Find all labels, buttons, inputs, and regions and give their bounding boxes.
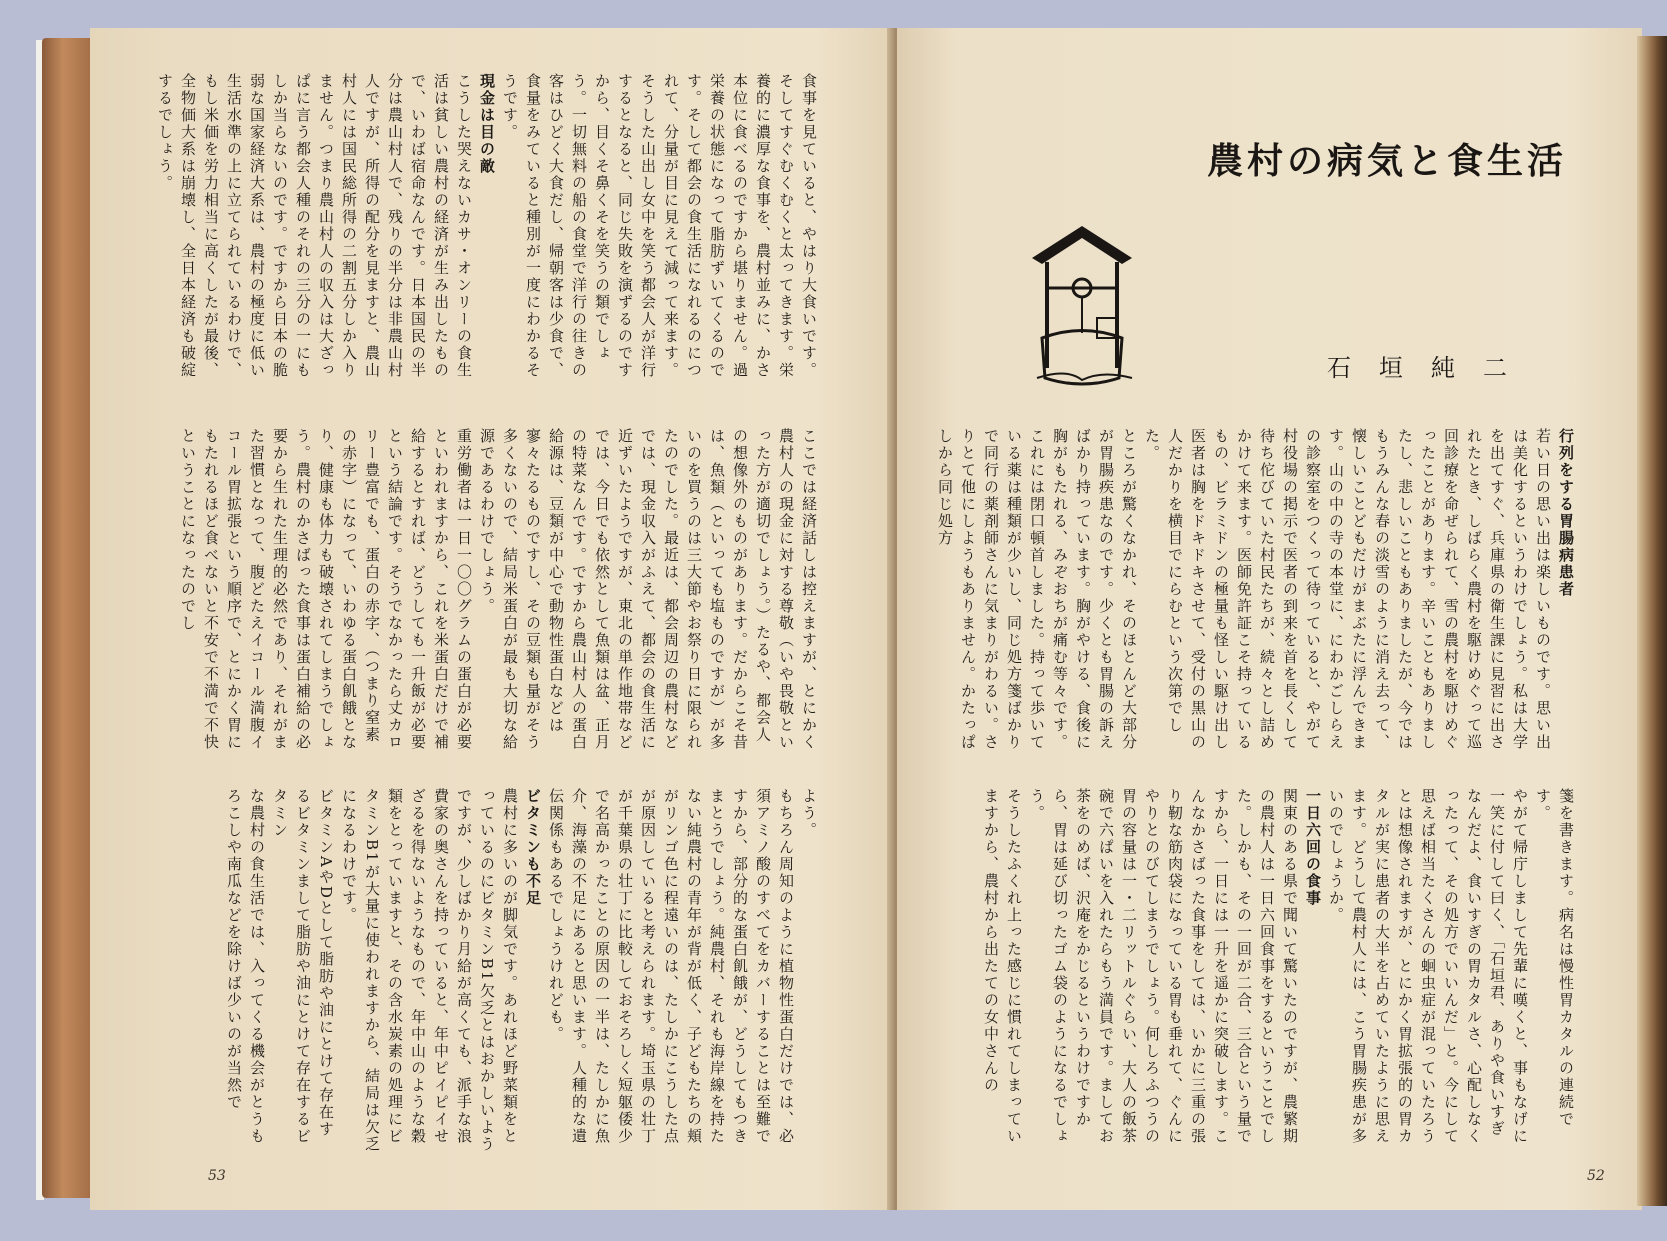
left-middle-paragraph-1: ここでは経済話しは控えますが、とにかく農村人の現金に対する尊敬（いや畏敬といった方が適切でしょう。）たるや、都会人の想像外のものがあります。だからこそ昔は、魚類（といっても塩ものですが）が多いのを買うのは三大節やお祭り日に限られたのでした。最近は、都会周辺の農村などでは、現金収入がふえて、都会の食生活に近ずいたようですが、東北の単作地帯などでは、今日でも依然として魚類は盆、正月の特菜なんです。ですから農山村人の蛋白給源は、豆類が中心で動物性蛋白などは寥々たるものですし、その豆類も量がそう多くないので、結局米蛋白が最も大切な給源であるわけでしょう。	[478, 428, 818, 751]
section-heading-six-meals: 一日六回の食事	[1304, 788, 1322, 907]
article-title: 農村の病気と食生活	[1207, 141, 1568, 182]
article-author: 石垣純二	[1327, 354, 1535, 382]
left-top-paragraph-2: こうした哭えないカサ・オンリーの食生活は貧しい農村の経済が生み出したもので、いわば宿命なんです。日本国民の半分は農山村人で、残りの半分は非農山村人ですが、所得の配分を見ますと、農山村人には国民総所得の二割五分しか入りません。つまり農山村人の収入は大ざっぱに言う都会人種のそれの三分の一にもしか当らないのです。ですから日本の脆弱な国家経済大系は、農村の極度に低い生活水準の上に立てられているわけで、もし米価を労力相当に高くしたが最後、全物価大系は崩壊し、全日本経済も破綻するでしょう。	[156, 73, 473, 379]
right-top-paragraph-2: ところが驚くなかれ、そのほとんど大部分が胃腸疾患なのです。少くとも胃腸の訴えばかり持っています。胸がやける、食後に胸がもたれる、みぞおちが痛む等々です。これには閉口頓首しました。持って歩いている薬は種類が少いし、同じ処方箋ばかりで同行の薬剤師さんに気まりがわるい。さりとて他にしようもありません。かたっぱしから同じ処方	[936, 428, 1138, 751]
section-heading-patients: 行列をする胃腸病患者	[1557, 428, 1575, 598]
left-bottom-paragraph-2: もちろん周知のように植物性蛋白だけでは、必須アミノ酸のすべてをカバーすることは至難ですから、部分的な蛋白飢餓が、どうしてもつきまとうでしょう。純農村、それも海岸線を持たない純農村の青年が背が低く、子どもたちの頬がリンゴ色に程遠いのは、たしかにこうした点が原因していると考えられます。埼玉県の壮丁が千葉県の壮丁に比較しておそろしく短躯倭少で名高かったことの原因の一半は、たしかに魚介、海藻の不足にあると思います。人種的な遺伝関係もあるでしょうけれども。	[547, 788, 795, 1145]
right-bottom-paragraph-3: 関東のある県で聞いて驚いたのですが、農繁期の農村人は一日六回食事をするということでした。しかも、その一回が二合、三合という量ですから、一日には一升を遥かに突破します。こんなかさばった食事をしては、いかに三重の張り靭な筋肉袋になっている胃も垂れて、ぐんにやりとのびてしまうでしょう。何しろふつうの胃の容量は一・二リットルぐらい、大人の飯茶碗で六ぱいを入れたらもう満員です。ましてお茶をのめば、沢庵をかじるというわけですから、胃は延び切ったゴム袋のようになるでしょう。	[1028, 788, 1299, 1145]
left-bottom-paragraph-4: ビタミンAやDとして脂肪や油にとけて存在するビタミンまして脂肪や油にとけて存在するビタミン	[271, 788, 335, 1145]
book-page-edges-right	[1637, 36, 1667, 1206]
page-number-right: 52	[1587, 1168, 1605, 1184]
left-middle-paragraph-2: 重労働者は一日一〇〇グラムの蛋白が必要といわれますから、これを米蛋白だけで補給するとすれば、どうしても一升飯が必要という結論です。そうでなかったら丈カロリー豊富でも、蛋白の赤字、（つまり窒素の赤字）になって、いわゆる蛋白飢餓となり、健康も体力も破壊されてしまうでしょう。農村のかさばった食事は蛋白補給の必要から生れた生理的必然であり、それがまた習慣となって、腹どたえイコール満腹イコール胃拡張という順序で、とにかく胃にもたれるほど食べないと不安で不満で不快ということになったのでし	[179, 428, 473, 751]
left-bottom-text-block	[170, 788, 820, 1153]
left-top-paragraph-1: 食事を見ていると、やはり大食いです。そしてすぐむくむくと太ってきます。栄養的に濃厚な食事を、農村並みに、かさ本位に食べるのですから堪りません。過栄養の状態になって脂肪ずいてくるのです。そして都会の食生活になれるのにつれて、分量が目に見えて減って来ます。そうした山出し女中を笑う都会人が洋行するとなると、同じ失敗を演ずるのですから、目くそ鼻くそを笑うの類でしょう。一切無料の船の食堂で洋行の往きの客はひどく大食だし、帰朝客は少食で、食量をみていると種別が一度にわかるそうです。	[501, 73, 818, 379]
left-bottom-paragraph-3: 農村に多いのが脚気です。あれほど野菜類をとっているのにビタミンB1欠乏とはおかしいようですが、少しばかり月給が高くても、派手な浪費家の奥さんを持っていると、年中ピイピイせざるを得ないようなもので、年中山のような穀類をとっていますと、その含水炭素の処理にビタミンB1が大量に使われますから、結局は欠乏になるわけです。	[340, 788, 519, 1153]
right-top-paragraph-1: 若い日の思い出は楽しいものです。思い出は美化するというわけでしょう。私は大学を出てすぐ、兵庫県の衛生課に見習に出されたとき、しばらく農村を駆けめぐって巡回診療を命ぜられて、雪の農村を駆けめぐったことがあります。辛いこともありましたし、悲しいこともありましたが、今ではもうみんな春の淡雪のように消え去って、懐しいことどもだけがまぶたに浮んできます。山の中の寺の本堂に、にわかごしらえの診察室をつくって待っていると、やがて村役場の掲示で医者の到来を首を長くして待ち佗びていた村民たちが、続々とし詰めかけて来ます。医師免許証こそ持っているもの、ビラミドンの極量も怪しい駆け出し医者は胸をドキドキさせて、受付の黒山の人だかりを横目でにらむという次第でした。	[1143, 428, 1552, 751]
right-bottom-paragraph-1: 箋を書きます。病名は慢性胃カタルの連続です。	[1534, 788, 1575, 1128]
right-bottom-text-block	[937, 788, 1577, 1153]
right-top-text-block	[937, 428, 1577, 758]
right-page	[897, 28, 1642, 1210]
page-number-left: 53	[208, 1168, 226, 1184]
right-bottom-paragraph-4: そうしたふくれ上った感じに慣れてしまっていますから、農村から出たての女中さんの	[982, 788, 1023, 1145]
left-bottom-paragraph-1: よう。	[800, 788, 818, 839]
right-bottom-paragraph-2: やがて帰庁しまして先輩に嘆くと、事もなげに一笑に付して曰く、「石垣君、ありや食いすぎなんだよ、食いすぎの胃カタルさ、心配しなくったって、その処方でいいんだ」と。今にして思えば相当たくさんの蛔虫症が混っていたろうとは想像されますが、とにかく胃拡張的の胃カタルが実に患者の大半を占めていたように思えます。どうして農村人には、こう胃腸疾患が多いのでしょうか。	[1327, 788, 1529, 1145]
open-book	[42, 28, 1630, 1210]
left-middle-text-block	[170, 428, 820, 758]
section-heading-cash: 現金は目の敵	[478, 73, 496, 175]
left-page	[90, 28, 895, 1210]
left-bottom-paragraph-5: な農村の食生活では、入ってくる機会がとうもろこしや南瓜などを除けば少いのが当然で	[225, 788, 266, 1145]
section-heading-vitamin: ビタミンも不足	[524, 788, 542, 907]
well-icon	[1027, 218, 1137, 388]
book-page-edges-left	[42, 38, 94, 1198]
left-top-text-block	[156, 73, 820, 393]
